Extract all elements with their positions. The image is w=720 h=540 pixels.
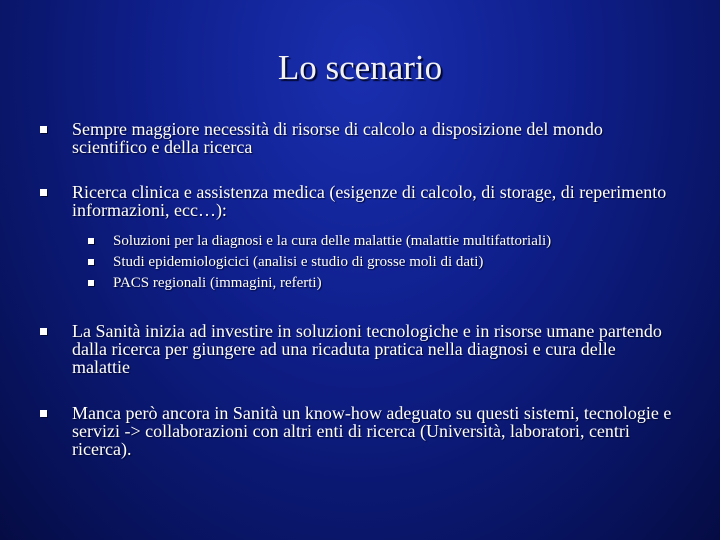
sub-bullet-text: Studi epidemiologicici (analisi e studio di grosse moli di dati) <box>113 254 484 270</box>
square-bullet-icon <box>40 189 47 196</box>
bullet-list <box>38 120 678 458</box>
square-bullet-icon <box>40 328 47 335</box>
square-bullet-icon <box>88 280 94 286</box>
sub-bullet-item-3 <box>80 273 678 294</box>
sub-bullet-text: Soluzioni per la diagnosi e la cura delle malattie (malattie multifattoriali) <box>113 233 552 249</box>
sub-bullet-item-1 <box>80 231 678 252</box>
square-bullet-icon <box>88 259 94 265</box>
bullet-item-3 <box>38 322 678 376</box>
bullet-item-1 <box>38 120 678 156</box>
square-bullet-icon <box>40 410 47 417</box>
bullet-item-2 <box>38 183 678 294</box>
bullet-text: Sempre maggiore necessità di risorse di calcolo a disposizione del mondo scientifico e della ricerca <box>72 119 603 157</box>
slide-title: Lo scenario <box>277 48 443 87</box>
sub-bullet-list <box>38 231 678 294</box>
bullet-text: La Sanità inizia ad investire in soluzioni tecnologiche e in risorse umane partendo dalla ricerca per giungere ad una ricaduta pratica nella diagnosi e cura delle malattie <box>72 321 662 377</box>
sub-bullet-text: PACS regionali (immagini, referti) <box>113 275 322 291</box>
square-bullet-icon <box>40 126 47 133</box>
bullet-text: Manca però ancora in Sanità un know-how adeguato su questi sistemi, tecnologie e servizi -> collaborazioni con altri enti di ricerca (Università, laboratori, centri ricerca). <box>72 403 672 459</box>
bullet-item-4 <box>38 404 678 458</box>
square-bullet-icon <box>88 238 94 244</box>
bullet-text: Ricerca clinica e assistenza medica (esigenze di calcolo, di storage, di reperimento informazioni, ecc…): <box>72 182 667 220</box>
sub-bullet-item-2 <box>80 252 678 273</box>
